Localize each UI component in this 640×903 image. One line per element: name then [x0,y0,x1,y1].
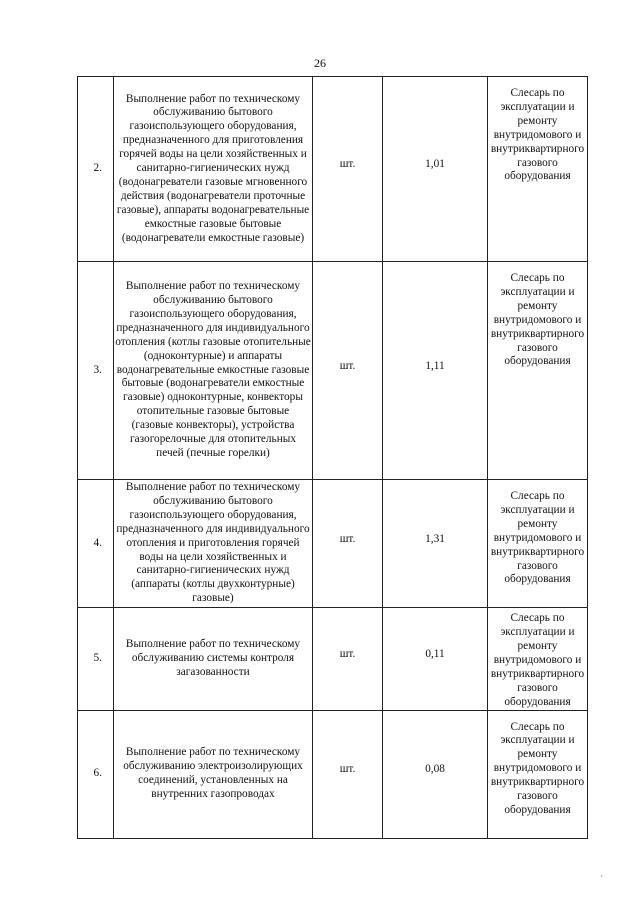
norm-value: 0,08 [383,710,488,838]
work-description: Выполнение работ по техническому обслуживанию электроизолирующих соединений, установленных на внутренних газопроводах [114,710,313,838]
table-row [78,608,588,710]
norm-value: 1,01 [383,77,488,262]
work-description: Выполнение работ по техническому обслуживанию бытового газоиспользующего оборудования, предназначенного для индивидуального отопления (котлы газовые отопительные (одноконтурные) и аппараты водонагревательные емкостные газовые бытовые (водонагреватели емкостные газовые) одноконтурные, конвекторы отопительные газовые бытовые (газовые конвекторы), устройства газогорелочные для отопительных печей (печные горелки) [114,262,313,480]
work-description: Выполнение работ по техническому обслуживанию системы контроля загазованности [114,608,313,710]
worker-role: Слесарь по эксплуатации и ремонту внутридомового и внутриквартирного газового оборудования [488,608,588,710]
norm-value: 1,11 [383,262,488,480]
table-row [78,480,588,608]
table-row [78,710,588,838]
unit-cell: шт. [313,262,383,480]
row-number: 2. [78,77,114,262]
row-number: 5. [78,608,114,710]
worker-role: Слесарь по эксплуатации и ремонту внутридомового и внутриквартирного газового оборудования [488,710,588,838]
page-number: 26 [314,56,326,70]
row-number: 6. [78,710,114,838]
norm-value: 0,11 [383,608,488,710]
row-number: 4. [78,480,114,608]
work-description: Выполнение работ по техническому обслуживанию бытового газоиспользующего оборудования, предназначенного для приготовления горячей воды на цели хозяйственных и санитарно-гигиенических нужд (водонагреватели газовые мгновенного действия (водонагреватели проточные газовые), аппараты водонагревательные емкостные газовые бытовые (водонагреватели емкостные газовые) [114,77,313,262]
unit-cell: шт. [313,608,383,710]
worker-role: Слесарь по эксплуатации и ремонту внутридомового и внутриквартирного газового оборудования [488,262,588,480]
row-number: 3. [78,262,114,480]
worker-role: Слесарь по эксплуатации и ремонту внутридомового и внутриквартирного газового оборудования [488,480,588,608]
services-table [77,76,588,839]
worker-role: Слесарь по эксплуатации и ремонту внутридомового и внутриквартирного газового оборудования [488,77,588,262]
unit-cell: шт. [313,77,383,262]
norm-value: 1,31 [383,480,488,608]
table-row [78,262,588,480]
unit-cell: шт. [313,710,383,838]
work-description: Выполнение работ по техническому обслуживанию бытового газоиспользующего оборудования, предназначенного для индивидуального отопления и приготовления горячей воды на цели хозяйственных и санитарно-гигиенических нужд (аппараты (котлы двухконтурные) газовые) [114,480,313,608]
scan-mark: ‚ [600,868,604,879]
unit-cell: шт. [313,480,383,608]
table-row [78,77,588,262]
